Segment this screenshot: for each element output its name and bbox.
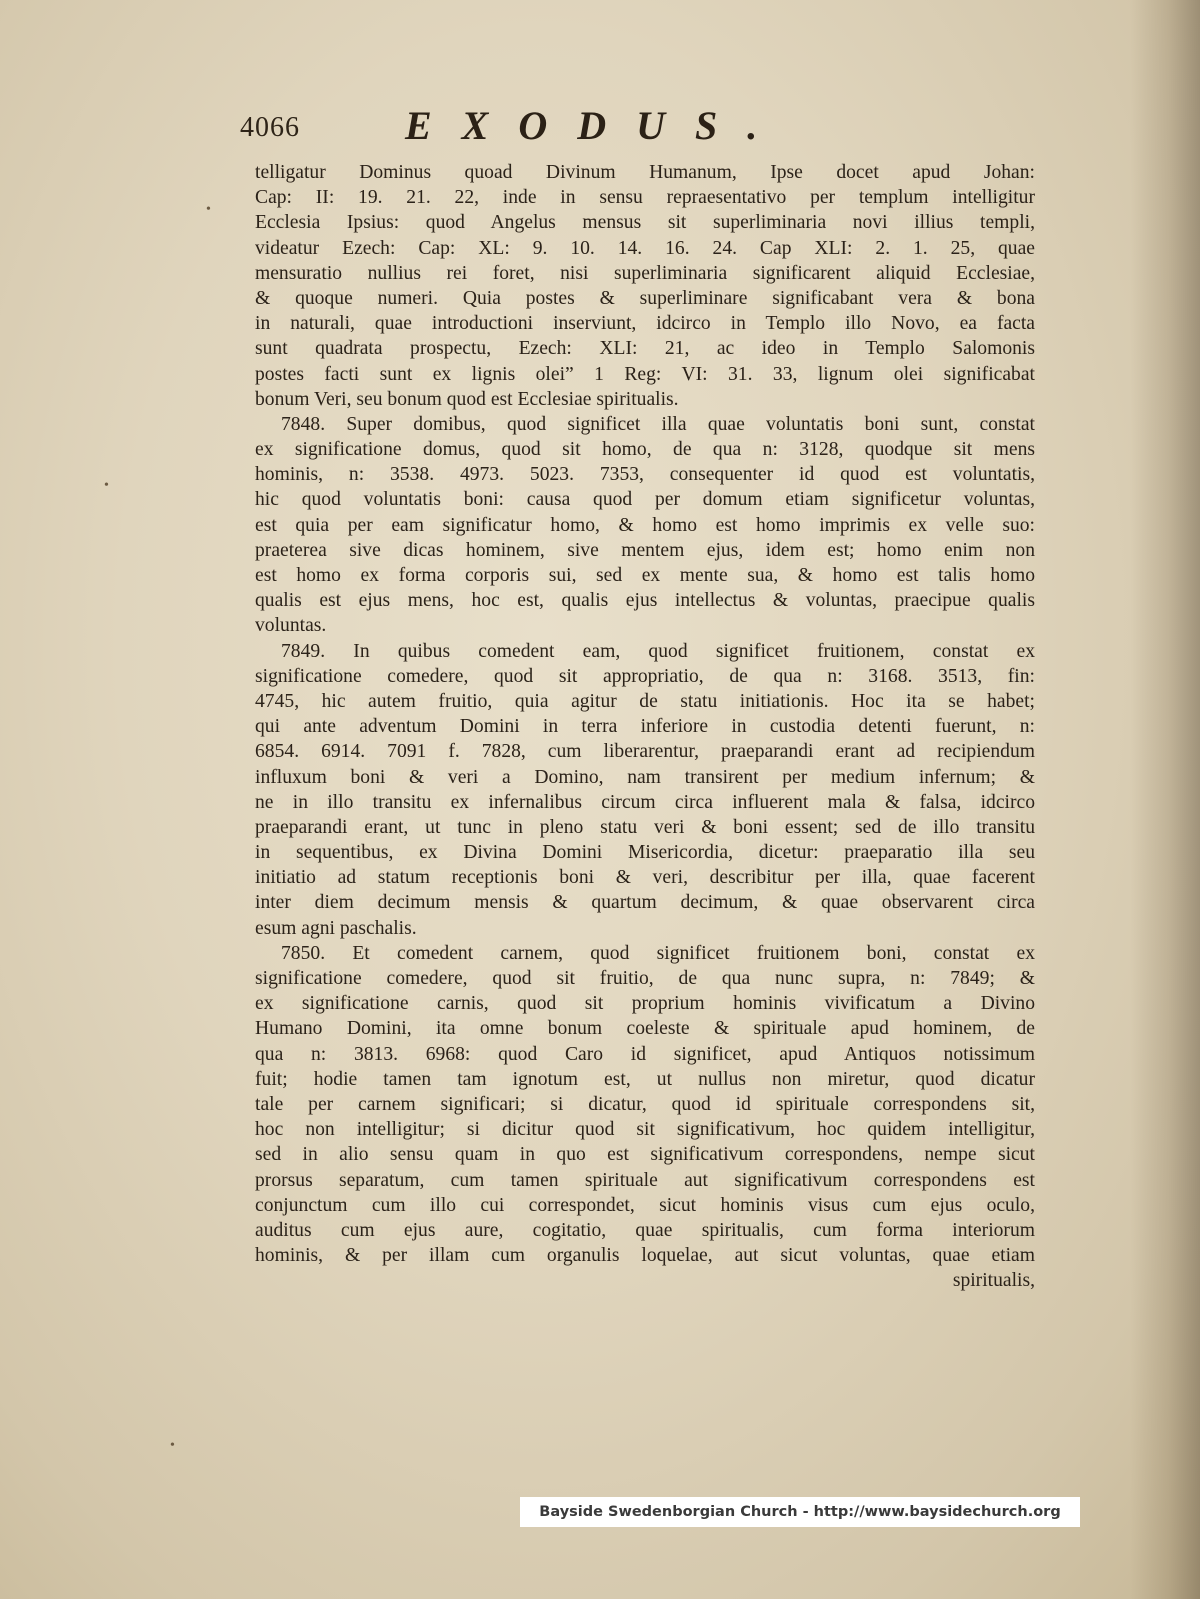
text-line: Ecclesia Ipsius: quod Angelus mensus sit superliminaria novi illius templi,	[255, 212, 1035, 234]
text-line: ex significatione carnis, quod sit proprium hominis vivificatum a Divino	[255, 993, 1035, 1015]
page-header	[240, 100, 1040, 156]
text-line: postes facti sunt ex lignis olei” 1 Reg: VI: 31. 33, lignum olei significabat	[255, 363, 1035, 385]
text-line: spiritualis,	[952, 1270, 1035, 1292]
spine-shadow	[1130, 0, 1200, 1599]
text-line: conjunctum cum illo cui correspondet, sicut hominis visus cum ejus oculo,	[255, 1194, 1035, 1216]
text-line: fuit; hodie tamen tam ignotum est, ut nullus non miretur, quod dicatur	[255, 1068, 1035, 1090]
text-line: 4745, hic autem fruitio, quia agitur de statu initiationis. Hoc ita se habet;	[255, 690, 1035, 712]
text-line: qualis est ejus mens, hoc est, qualis ejus intellectus & voluntas, praecipue qualis	[255, 590, 1035, 612]
text-line: influxum boni & veri a Domino, nam transirent per medium infernum; &	[255, 766, 1035, 788]
text-line: significatione comedere, quod sit fruitio, de qua nunc supra, n: 7849; &	[255, 968, 1035, 989]
text-line: mensuratio nullius rei foret, nisi superliminaria significarent aliquid Ecclesiae,	[255, 262, 1035, 284]
text-line: bonum Veri, seu bonum quod est Ecclesiae spiritualis.	[255, 388, 679, 410]
text-line: 7850. Et comedent carnem, quod significet fruitionem boni, constat ex	[281, 942, 1035, 964]
watermark-banner: Bayside Swedenborgian Church - http://www.baysidechurch.org	[520, 1497, 1080, 1527]
text-line: sed in alio sensu quam in quo est significativum correspondens, nempe sicut	[255, 1144, 1035, 1166]
text-line: esum agni paschalis.	[255, 917, 417, 939]
text-line: Cap: II: 19. 21. 22, inde in sensu repraesentativo per templum intelligitur	[255, 187, 1035, 209]
margin-mark: •	[206, 202, 211, 217]
running-title: EXODUS.	[405, 103, 788, 148]
text-line: hominis, n: 3538. 4973. 5023. 7353, consequenter id quod est voluntatis,	[255, 464, 1035, 486]
text-line: qui ante adventum Domini in terra inferiore in custodia detenti fuerunt, n:	[255, 716, 1035, 738]
margin-mark: •	[170, 1438, 175, 1453]
text-line: praeparandi erant, ut tunc in pleno statu veri & boni essent; sed de illo transitu	[255, 816, 1035, 838]
text-line: 7849. In quibus comedent eam, quod significet fruitionem, constat ex	[281, 640, 1035, 662]
text-line: in sequentibus, ex Divina Domini Misericordia, dicetur: praeparatio illa seu	[255, 842, 1035, 864]
text-line: hominis, & per illam cum organulis loquelae, aut sicut voluntas, quae etiam	[255, 1245, 1035, 1267]
text-line: voluntas.	[255, 615, 327, 637]
text-line: hoc non intelligitur; si dicitur quod sit significativum, hoc quidem intelligitur,	[255, 1119, 1035, 1141]
text-line: videatur Ezech: Cap: XL: 9. 10. 14. 16. 24. Cap XLI: 2. 1. 25, quae	[255, 237, 1035, 259]
text-line: auditus cum ejus aure, cogitatio, quae spiritualis, cum forma interiorum	[255, 1219, 1035, 1241]
text-line: est homo ex forma corporis sui, sed ex mente sua, & homo est talis homo	[255, 565, 1035, 586]
text-line: praeterea sive dicas hominem, sive mentem ejus, idem est; homo enim non	[255, 539, 1035, 561]
page-number: 4066	[240, 112, 300, 143]
text-line: hic quod voluntatis boni: causa quod per domum etiam significetur voluntas,	[255, 489, 1035, 511]
text-line: initiatio ad statum receptionis boni & veri, describitur per illa, quae facerent	[255, 867, 1035, 889]
text-line: in naturali, quae introductioni inserviunt, idcirco in Templo illo Novo, ea facta	[255, 313, 1035, 335]
text-line: ne in illo transitu ex infernalibus circum circa influerent mala & falsa, idcirco	[255, 791, 1035, 813]
margin-mark: •	[104, 478, 109, 493]
text-line: significatione comedere, quod sit appropriatio, de qua n: 3168. 3513, fin:	[255, 665, 1035, 687]
text-line: ex significatione domus, quod sit homo, de qua n: 3128, quodque sit mens	[255, 439, 1035, 461]
text-line: 7848. Super domibus, quod significet illa quae voluntatis boni sunt, constat	[281, 413, 1035, 435]
text-line: 6854. 6914. 7091 f. 7828, cum liberarentur, praeparandi erant ad recipiendum	[255, 741, 1035, 763]
text-line: qua n: 3813. 6968: quod Caro id significet, apud Antiquos notissimum	[255, 1043, 1035, 1065]
body-text	[255, 160, 1035, 1293]
text-line: & quoque numeri. Quia postes & superliminare significabant vera & bona	[255, 287, 1035, 309]
text-line: telligatur Dominus quoad Divinum Humanum, Ipse docet apud Johan:	[255, 162, 1035, 183]
text-line: sunt quadrata prospectu, Ezech: XLI: 21, ac ideo in Templo Salomonis	[255, 338, 1035, 360]
text-line: Humano Domini, ita omne bonum coeleste & spirituale apud hominem, de	[255, 1018, 1035, 1040]
text-line: tale per carnem significari; si dicatur, quod id spirituale correspondens sit,	[255, 1093, 1035, 1115]
text-line: prorsus separatum, cum tamen spirituale aut significativum correspondens est	[255, 1169, 1035, 1191]
text-line: est quia per eam significatur homo, & homo est homo imprimis ex velle suo:	[255, 514, 1035, 536]
text-line: inter diem decimum mensis & quartum decimum, & quae observarent circa	[255, 892, 1035, 914]
